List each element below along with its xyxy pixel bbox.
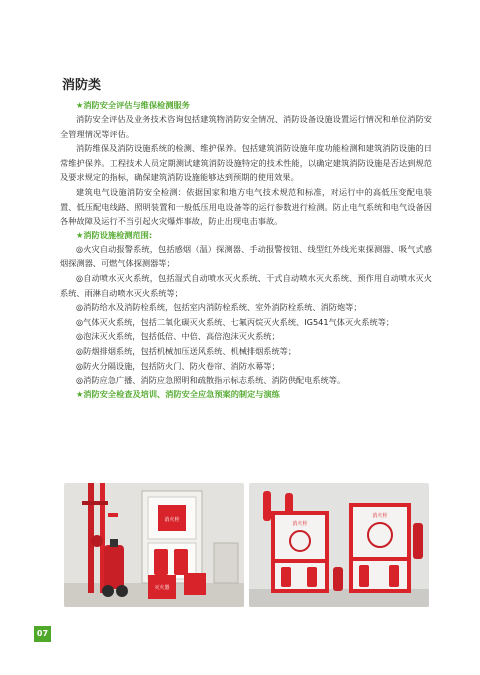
list-item: ◎消防应急广播、消防应急照明和疏散指示标志系统、消防供配电系统等。 — [76, 375, 346, 386]
paragraph: 消防安全评估及业务技术咨询包括建筑物消防安全情况、消防设备设施设置运行情况和单位消防安全管理情况等评估。 — [60, 114, 432, 139]
section-heading-scope: ★消防设施检测范围: — [76, 229, 153, 240]
fire-cabinet-photo-left — [64, 483, 244, 607]
cabinet-label: 消火栓 — [164, 517, 180, 523]
section-heading-training: ★消防安全检查及培训、消防安全应急预案的制定与演练 — [76, 388, 280, 399]
fire-cabinet-photo-right — [249, 483, 429, 607]
page-number: 07 — [34, 626, 51, 642]
cabinet-label: 消火栓 — [372, 513, 388, 519]
list-item: ◎火灾自动报警系统，包括感烟（温）探测器、手动报警按钮、线型红外线光束探测器、吸气式感烟探测器、可燃气体探测器等； — [60, 243, 432, 269]
list-item: ◎防火分隔设施，包括防火门、防火卷帘、消防水幕等； — [76, 360, 280, 371]
paragraph: 建筑电气设施消防安全检测：依据国家和地方电气技术规范和标准，对运行中的高低压变配电装置、低压配电线路、照明装置和一般低压用电设备等的运行参数进行检测。防止电气系统和电气设备因各种故障及运行不当引起火灾爆炸事故，防止出现电击事故。 — [60, 186, 432, 227]
list-item: ◎防烟排烟系统，包括机械加压送风系统、机械排烟系统等； — [76, 345, 297, 356]
cabinet-label: 消火栓 — [292, 521, 308, 527]
list-item: ◎消防给水及消防栓系统，包括室内消防栓系统、室外消防栓系统、消防炮等； — [76, 302, 362, 313]
paragraph: 消防维保及消防设施系统的检测、维护保养。包括建筑消防设施年度功能检测和建筑消防设施的日常维护保养。工程技术人员定期测试建筑消防设施特定的技术性能，以确定建筑消防设施是否达到规范及要求规定的指标，确保建筑消防设施能够达到预期的使用效果。 — [60, 143, 432, 183]
section-heading-assessment: ★消防安全评估与维保检测服务 — [76, 100, 190, 110]
main-content — [60, 99, 432, 401]
page-title: 消防类 — [62, 78, 102, 93]
photo-strip — [64, 483, 430, 607]
list-item: ◎气体灭火系统，包括二氧化碳灭火系统、七氟丙烷灭火系统、IG541气体灭火系统等； — [76, 316, 395, 327]
list-item: ◎泡沫灭火系统，包括低倍、中倍、高倍泡沫灭火系统； — [76, 331, 280, 342]
list-item: ◎自动喷水灭火系统，包括湿式自动喷水灭火系统、干式自动喷水灭火系统、预作用自动喷水灭火系统、雨淋自动喷水灭火系统等； — [60, 272, 432, 298]
extinguisher-label: 灭火器 — [154, 585, 170, 591]
